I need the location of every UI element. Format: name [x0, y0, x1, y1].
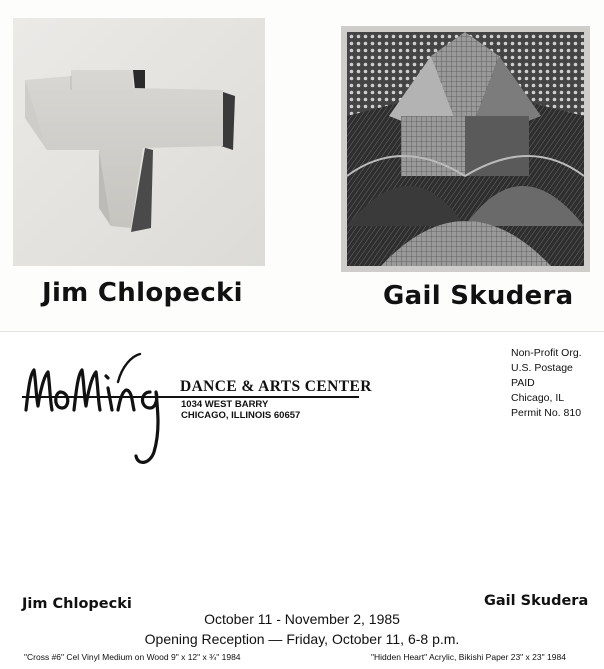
- permit-line: Chicago, IL: [511, 392, 565, 404]
- permit-line: Non-Profit Org.: [511, 347, 582, 359]
- work-caption-left: "Cross #6" Cel Vinyl Medium on Wood 9" x 12" x ¾" 1984: [24, 652, 241, 662]
- address-street: 1034 WEST BARRY: [181, 399, 269, 410]
- permit-line: PAID: [511, 377, 535, 389]
- opening-reception: Opening Reception — Friday, October 11, 6-8 p.m.: [144, 631, 460, 647]
- logo-underline: [22, 396, 359, 398]
- cross-sculpture-image: [13, 18, 265, 266]
- artist-name-left: Jim Chlopecki: [42, 278, 243, 308]
- artwork-photo-hidden-heart: [341, 26, 590, 272]
- work-caption-right: "Hidden Heart" Acrylic, Bikishi Paper 23" x 23" 1984: [371, 652, 566, 662]
- postage-permit: [511, 346, 582, 421]
- artwork-photo-cross: [13, 18, 265, 266]
- moming-signature-logo: [22, 352, 192, 474]
- address-city: CHICAGO, ILLINOIS 60657: [181, 410, 301, 421]
- geometric-print-image: [341, 26, 590, 272]
- artist-name-right-bottom: Gail Skudera: [484, 593, 589, 609]
- center-name: DANCE & ARTS CENTER: [180, 378, 372, 395]
- card-divider: [0, 331, 604, 332]
- exhibition-dates: October 11 - November 2, 1985: [204, 611, 400, 627]
- artist-name-right: Gail Skudera: [383, 281, 574, 311]
- permit-line: U.S. Postage: [511, 362, 573, 374]
- permit-line: Permit No. 810: [511, 407, 582, 419]
- artist-name-left-bottom: Jim Chlopecki: [22, 596, 132, 612]
